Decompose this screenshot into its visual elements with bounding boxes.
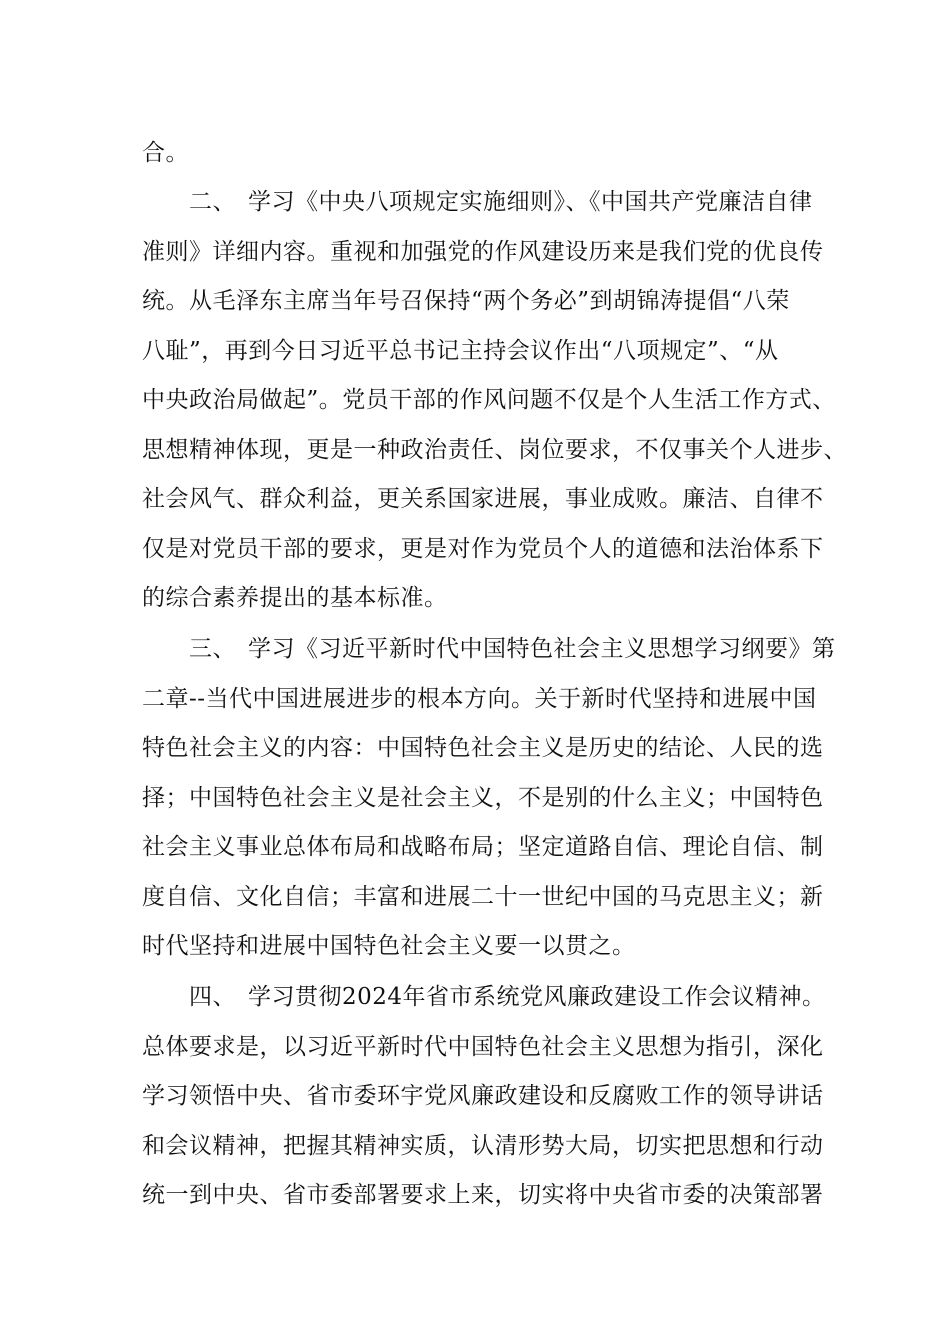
text-line: 时代坚持和进展中国特色社会主义要一以贯之。	[142, 933, 636, 959]
text-line: 准则》详细内容。重视和加强党的作风建设历来是我们党的优良传	[142, 239, 824, 265]
text-line: 统一到中央、省市委部署要求上来，切实将中央省市委的决策部署	[142, 1182, 824, 1208]
text-line: 统。从毛泽东主席当年号召保持“两个务必”到胡锦涛提倡“八荣	[142, 288, 790, 314]
text-line: 社会风气、群众利益，更关系国家进展，事业成败。廉洁、自律不	[142, 486, 824, 512]
text-line: 四、 学习贯彻2024年省市系统党风廉政建设工作会议精神。	[142, 984, 826, 1010]
text-line: 仅是对党员干部的要求，更是对作为党员个人的道德和法治体系下	[142, 536, 824, 562]
text-line: 度自信、文化自信；丰富和进展二十一世纪中国的马克思主义；新	[142, 884, 824, 910]
text-line: 三、 学习《习近平新时代中国特色社会主义思想学习纲要》第	[142, 636, 836, 662]
text-line: 社会主义事业总体布局和战略布局；坚定道路自信、理论自信、制	[142, 834, 824, 860]
text-line: 思想精神体现，更是一种政治责任、岗位要求，不仅事关个人进步、	[142, 437, 847, 463]
text-line: 特色社会主义的内容：中国特色社会主义是历史的结论、人民的选	[142, 735, 824, 761]
text-line: 学习领悟中央、省市委环宇党风廉政建设和反腐败工作的领导讲话	[142, 1083, 824, 1109]
text-line: 和会议精神，把握其精神实质，认清形势大局，切实把思想和行动	[142, 1133, 824, 1159]
text-line: 合。	[142, 140, 189, 166]
text-line: 八耻”，再到今日习近平总书记主持会议作出“八项规定”、“从	[142, 338, 779, 364]
text-line: 二、 学习《中央八项规定实施细则》、《中国共产党廉洁自律	[142, 189, 813, 215]
text-line: 总体要求是，以习近平新时代中国特色社会主义思想为指引，深化	[142, 1034, 824, 1060]
text-line: 中央政治局做起”。党员干部的作风问题不仅是个人生活工作方式、	[142, 387, 836, 413]
text-line: 的综合素养提出的基本标准。	[142, 585, 448, 611]
text-line: 二章--当代中国进展进步的根本方向。关于新时代坚持和进展中国	[142, 686, 817, 712]
text-line: 择；中国特色社会主义是社会主义，不是别的什么主义；中国特色	[142, 785, 824, 811]
